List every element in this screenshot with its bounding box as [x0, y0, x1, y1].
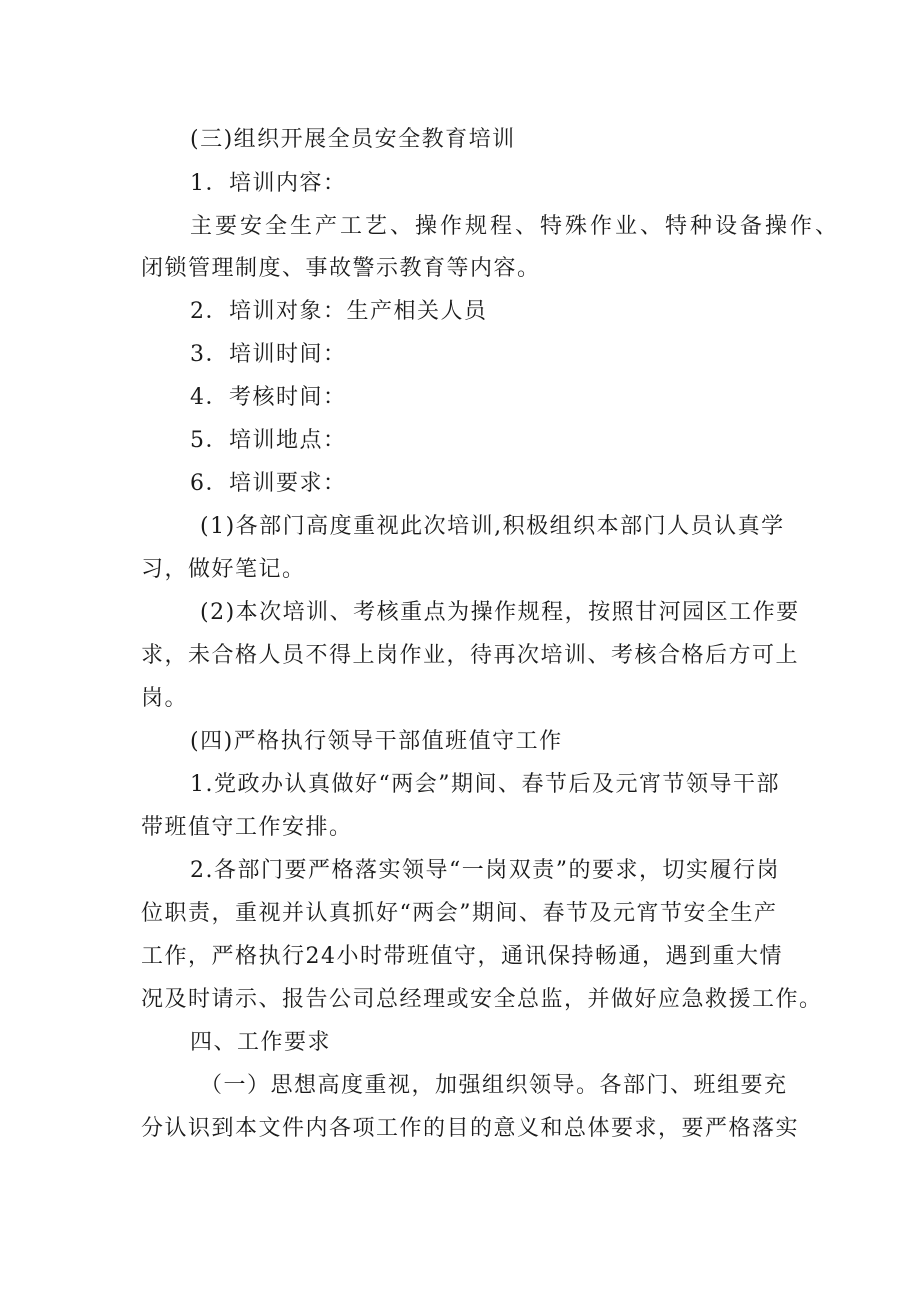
duty-item-2-cont-c: 况及时请示、报告公司总经理或安全总监，并做好应急救援工作。	[141, 987, 823, 1012]
assessment-time: 4．考核时间：	[190, 385, 347, 410]
training-content-text: 主要安全生产工艺、操作规程、特殊作业、特种设备操作、	[190, 214, 841, 239]
section-heading-training: (三)组织开展全员安全教育培训	[190, 127, 516, 152]
work-requirement-1-cont: 分认识到本文件内各项工作的目的意义和总体要求，要严格落实	[141, 1116, 800, 1141]
duty-item-2: 2.各部门要严格落实领导“一岗双责”的要求，切实履行岗	[190, 858, 780, 883]
requirement-1: (1)各部门高度重视此次培训,积极组织本部门人员认真学	[200, 514, 785, 539]
duty-item-2-cont-b: 工作，严格执行24小时带班值守，通讯保持畅通，遇到重大情	[141, 944, 783, 969]
training-requirements: 6．培训要求：	[190, 471, 347, 496]
training-content-label: 1．培训内容：	[190, 171, 347, 196]
duty-item-1: 1.党政办认真做好“两会”期间、春节后及元宵节领导干部	[190, 772, 780, 797]
duty-item-1-cont: 带班值守工作安排。	[141, 815, 353, 840]
requirement-2: (2)本次培训、考核重点为操作规程，按照甘河园区工作要	[200, 600, 800, 625]
requirement-2-end: 岗。	[141, 686, 189, 711]
duty-item-2-cont-a: 位职责，重视并认真抓好“两会”期间、春节及元宵节安全生产	[141, 901, 778, 926]
section-heading-duty: (四)严格执行领导干部值班值守工作	[190, 729, 563, 754]
training-location: 5．培训地点：	[190, 428, 347, 453]
requirement-1-cont: 习，做好笔记。	[141, 557, 306, 582]
training-target: 2．培训对象：生产相关人员	[190, 299, 488, 324]
section-heading-work-requirements: 四、工作要求	[190, 1030, 332, 1055]
training-time: 3．培训时间：	[190, 342, 347, 367]
requirement-2-cont: 求，未合格人员不得上岗作业，待再次培训、考核合格后方可上	[141, 643, 800, 668]
training-content-text-cont: 闭锁管理制度、事故警示教育等内容。	[141, 256, 541, 281]
work-requirement-1: （一）思想高度重视，加强组织领导。各部门、班组要充	[200, 1073, 788, 1098]
